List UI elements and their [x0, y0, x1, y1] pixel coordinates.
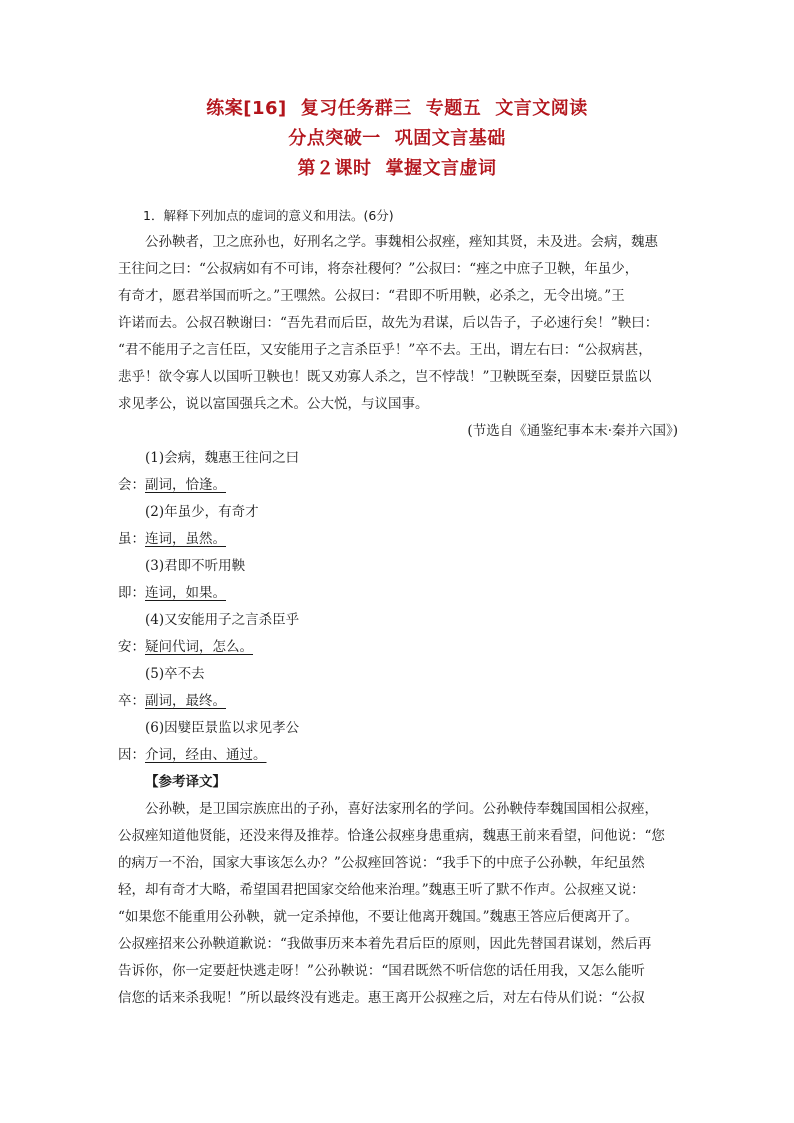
title-block: [0, 94, 794, 184]
item-answer: 连词，虽然。: [145, 531, 226, 547]
item-word: 虽：: [118, 531, 145, 547]
translation-line: 告诉你，你一定要赶快逃走呀！”公孙鞅说：“国君既然不听信您的话任用我，又怎么能听: [118, 963, 645, 979]
item-answer: 副词，恰逢。: [145, 477, 226, 493]
item-word: 安：: [118, 639, 145, 655]
item-answer-row: [118, 580, 678, 607]
item-answer: 介词，经由、通过。: [145, 747, 267, 763]
translation-heading: 【参考译文】: [145, 774, 226, 790]
translation: [118, 796, 678, 1012]
item-answer: 疑问代词，怎么。: [145, 639, 253, 655]
passage-line: 求见孝公，说以富国强兵之术。公大悦，与议国事。: [118, 396, 429, 412]
answer-list: [118, 445, 678, 769]
passage-line: 有奇才，愿君举国而听之。”王嘿然。公叔曰：“君即不听用鞅，必杀之，无令出境。”王: [118, 288, 625, 304]
content: [118, 202, 678, 1012]
lesson-label: 第２课时: [297, 158, 372, 179]
item-word: 会：: [118, 477, 145, 493]
item-word: 卒：: [118, 693, 145, 709]
passage-line: 许诺而去。公叔召鞅谢曰：“吾先君而后臣，故先为君谋，后以告子，子必速行矣！”鞅曰：: [118, 315, 659, 331]
item-prompt: (1)会病，魏惠王往问之曰: [145, 450, 300, 466]
translation-line: “如果您不能重用公孙鞅，就一定杀掉他，不要让他离开魏国。”魏惠王答应后便离开了。: [118, 909, 639, 925]
passage: [118, 229, 678, 418]
item-word: 即：: [118, 585, 145, 601]
item-prompt: (4)又安能用子之言杀臣乎: [145, 612, 300, 628]
question-prompt: 1．解释下列加点的虚词的意义和用法。(6分): [143, 208, 394, 223]
translation-line: 信您的话来杀我呢！”所以最终没有逃走。惠王离开公叔痤之后，对左右侍从们说：“公叔: [118, 990, 645, 1006]
title-line-2: [0, 124, 794, 154]
passage-line: 王往问之曰：“公叔病如有不可讳，将奈社稷何？”公叔曰：“痤之中庶子卫鞅，年虽少，: [118, 261, 639, 277]
item-answer: 副词，最终。: [145, 693, 226, 709]
item-answer-row: [118, 688, 678, 715]
section-label: 分点突破一: [288, 128, 381, 149]
translation-line: 公叔痤招来公孙鞅道歉说：“我做事历来本着先君后臣的原则，因此先替国君谋划，然后再: [118, 936, 652, 952]
exercise-number: 练案[16]: [206, 98, 287, 119]
item-prompt: (2)年虽少，有奇才: [145, 504, 259, 520]
passage-line: “君不能用子之言任臣，又安能用子之言杀臣乎！”卒不去。王出，谓左右曰：“公叔病甚，: [118, 342, 652, 358]
item-word: 因：: [118, 747, 145, 763]
title-line-1: [0, 94, 794, 124]
passage-line: 公孙鞅者，卫之庶孙也，好刑名之学。事魏相公叔痤，痤知其贤，未及进。会病，魏惠: [145, 234, 658, 250]
task-group: 复习任务群三: [300, 98, 412, 119]
item-prompt: (6)因嬖臣景监以求见孝公: [145, 720, 300, 736]
lesson-title: 掌握文言虚词: [385, 158, 497, 179]
subject: 文言文阅读: [495, 98, 588, 119]
topic: 专题五: [425, 98, 482, 119]
item-answer-row: [118, 526, 678, 553]
section-title: 巩固文言基础: [394, 128, 506, 149]
translation-line: 轻，却有奇才大略，希望国君把国家交给他来治理。”魏惠王听了默不作声。公叔痤又说：: [118, 882, 645, 898]
passage-line: 悲乎！欲令寡人以国听卫鞅也！既又劝寡人杀之，岂不悖哉！”卫鞅既至秦，因嬖臣景监以: [118, 369, 652, 385]
translation-line: 公叔痤知道他贤能，还没来得及推荐。恰逢公叔痤身患重病，魏惠王前来看望，问他说：“您: [118, 828, 665, 844]
translation-line: 公孙鞅，是卫国宗族庶出的子孙，喜好法家刑名的学问。公孙鞅侍奉魏国国相公叔痤，: [145, 801, 658, 817]
item-answer: 连词，如果。: [145, 585, 226, 601]
item-answer-row: [118, 742, 678, 769]
item-answer-row: [118, 634, 678, 661]
item-prompt: (3)君即不听用鞅: [145, 558, 246, 574]
title-line-3: [0, 154, 794, 184]
item-prompt: (5)卒不去: [145, 666, 205, 682]
source-citation: (节选自《通鉴纪事本末·秦并六国》): [467, 423, 678, 439]
item-answer-row: [118, 472, 678, 499]
translation-line: 的病万一不治，国家大事该怎么办？”公叔痤回答说：“我手下的中庶子公孙鞅，年纪虽然: [118, 855, 645, 871]
